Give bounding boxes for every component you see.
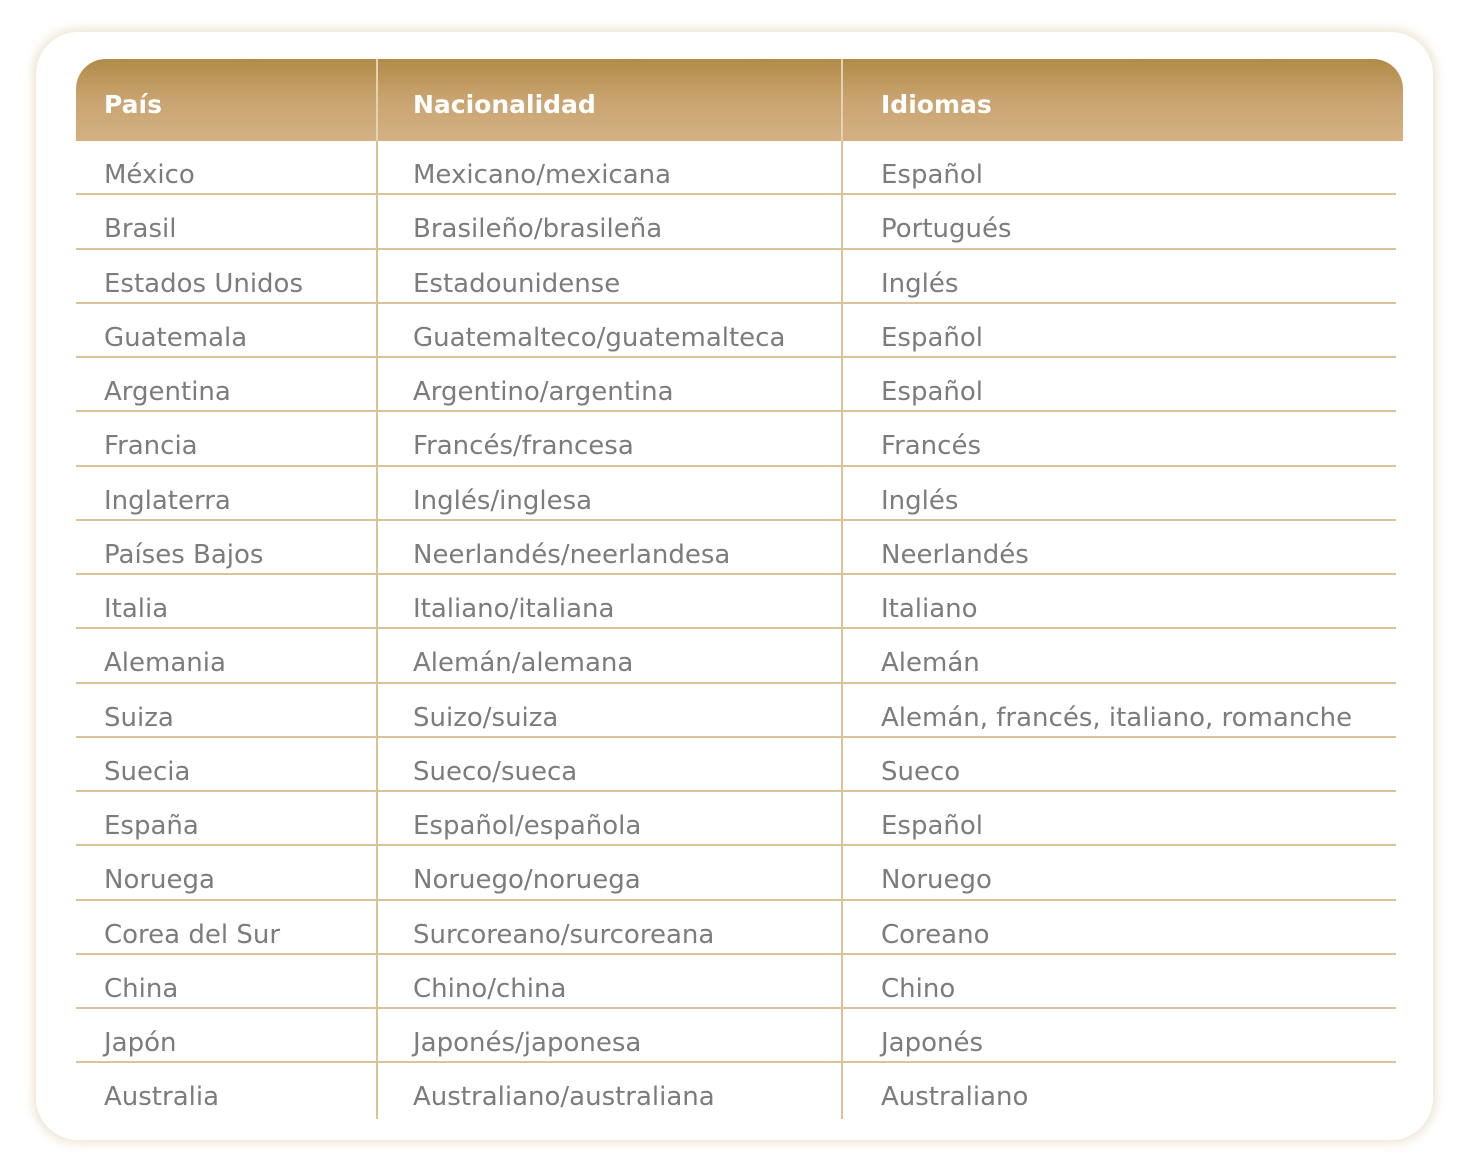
cell-languages: Portugués <box>881 214 1012 245</box>
cell-country: Argentina <box>104 377 231 407</box>
cell-languages: Japonés <box>881 1028 984 1058</box>
cell-nationality: Chino/china <box>413 973 567 1004</box>
table-row <box>76 846 1396 900</box>
table-header <box>76 59 1403 141</box>
table-row <box>76 467 1396 521</box>
cell-country: China <box>104 973 179 1004</box>
cell-country: Francia <box>104 431 198 462</box>
cell-languages: Francés <box>881 431 982 462</box>
cell-languages: Coreano <box>881 919 990 950</box>
cell-nationality: Italiano/italiana <box>413 594 615 624</box>
cell-country: Guatemala <box>104 322 248 353</box>
cell-nationality: Español/española <box>413 811 642 841</box>
cell-languages: Noruego <box>881 865 992 896</box>
table-row <box>76 141 1396 195</box>
cell-country: Países Bajos <box>104 539 264 570</box>
cell-nationality: Sueco/sueca <box>413 756 578 787</box>
cell-country: Suiza <box>104 702 174 733</box>
cell-nationality: Estadounidense <box>413 268 621 299</box>
cell-country: México <box>104 160 195 190</box>
header-nationality: Nacionalidad <box>413 90 596 119</box>
table-row <box>76 521 1396 575</box>
table-row <box>76 901 1396 955</box>
table-row <box>76 1063 1396 1117</box>
table-row <box>76 358 1396 412</box>
cell-languages: Inglés <box>881 268 959 299</box>
cell-languages: Italiano <box>881 594 978 624</box>
cell-country: Australia <box>104 1082 220 1113</box>
cell-country: Estados Unidos <box>104 268 304 299</box>
cell-nationality: Australiano/australiana <box>413 1082 715 1113</box>
cell-country: Italia <box>104 594 169 624</box>
table-row <box>76 412 1396 466</box>
cell-country: España <box>104 811 199 841</box>
cell-languages: Alemán <box>881 648 980 679</box>
table-row <box>76 304 1396 358</box>
table-row <box>76 792 1396 846</box>
table-row <box>76 738 1396 792</box>
header-divider <box>841 59 843 141</box>
cell-nationality: Mexicano/mexicana <box>413 160 672 190</box>
table-row <box>76 250 1396 304</box>
cell-nationality: Suizo/suiza <box>413 702 559 733</box>
table-row <box>76 195 1396 249</box>
cell-country: Japón <box>104 1028 177 1058</box>
header-languages: Idiomas <box>881 90 992 119</box>
cell-languages: Español <box>881 377 984 407</box>
cell-country: Inglaterra <box>104 485 231 516</box>
cell-nationality: Noruego/noruega <box>413 865 641 896</box>
cell-nationality: Argentino/argentina <box>413 377 674 407</box>
cell-languages: Español <box>881 811 984 841</box>
cell-nationality: Neerlandés/neerlandesa <box>413 539 731 570</box>
table-row <box>76 1009 1396 1063</box>
cell-country: Brasil <box>104 214 177 245</box>
cell-nationality: Inglés/inglesa <box>413 485 593 516</box>
cell-languages: Sueco <box>881 756 961 787</box>
header-country: País <box>104 90 162 119</box>
cell-country: Corea del Sur <box>104 919 281 950</box>
cell-country: Alemania <box>104 648 226 679</box>
cell-nationality: Alemán/alemana <box>413 648 634 679</box>
cell-languages: Australiano <box>881 1082 1029 1113</box>
cell-languages: Neerlandés <box>881 539 1029 570</box>
table-body <box>76 141 1403 1118</box>
cell-nationality: Japonés/japonesa <box>413 1028 642 1058</box>
cell-languages: Alemán, francés, italiano, romanche <box>881 702 1353 733</box>
cell-languages: Español <box>881 160 984 190</box>
cell-country: Noruega <box>104 865 215 896</box>
table-row <box>76 684 1396 738</box>
cell-nationality: Surcoreano/surcoreana <box>413 919 715 950</box>
header-divider <box>376 59 378 141</box>
cell-nationality: Brasileño/brasileña <box>413 214 663 245</box>
cell-languages: Inglés <box>881 485 959 516</box>
cell-nationality: Francés/francesa <box>413 431 634 462</box>
cell-languages: Español <box>881 322 984 353</box>
cell-country: Suecia <box>104 756 191 787</box>
cell-nationality: Guatemalteco/guatemalteca <box>413 322 786 353</box>
countries-table <box>76 59 1403 1118</box>
table-row <box>76 575 1396 629</box>
table-row <box>76 955 1396 1009</box>
cell-languages: Chino <box>881 973 956 1004</box>
table-row <box>76 629 1396 683</box>
